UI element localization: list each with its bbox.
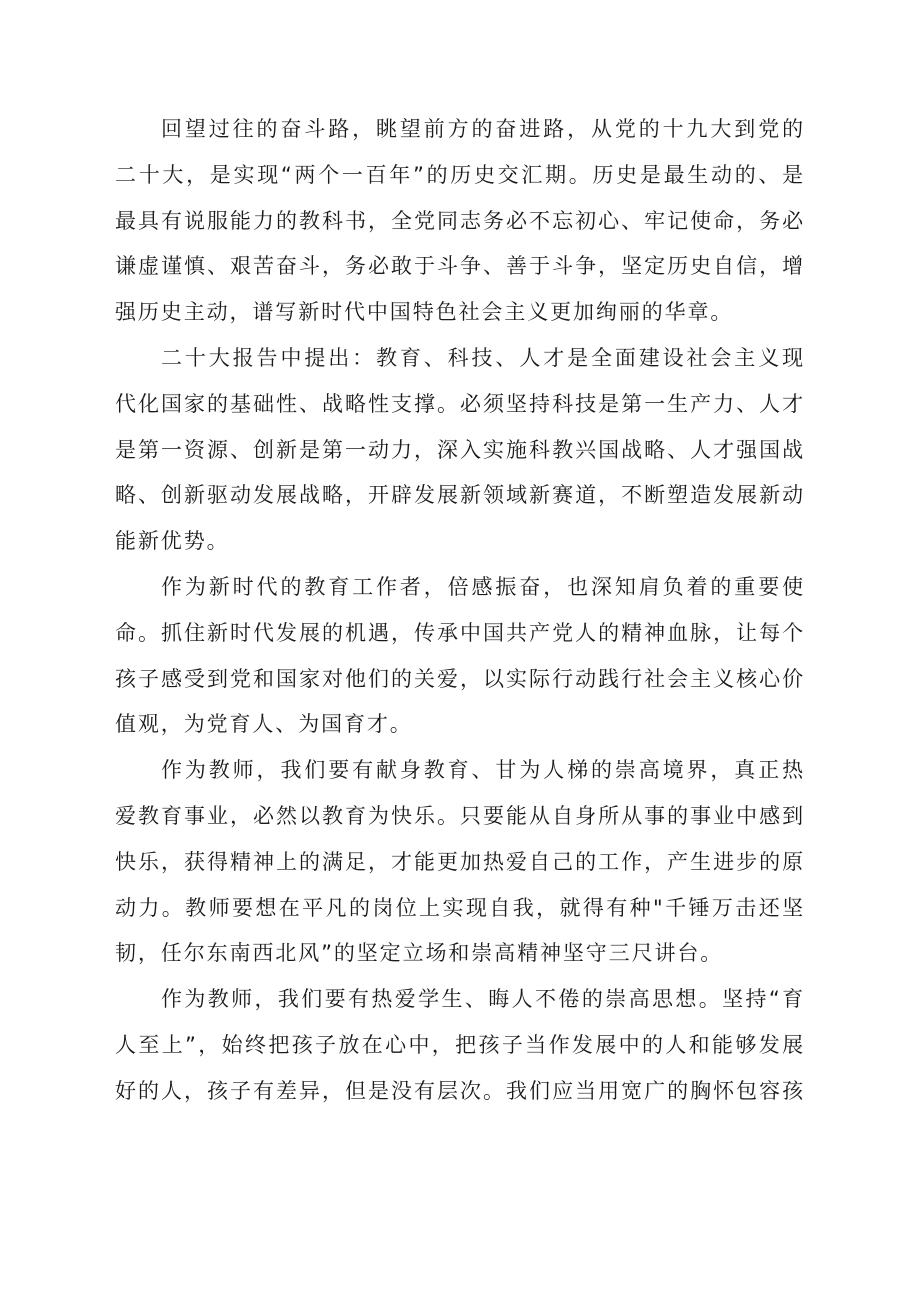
text-line: 能新优势。 [115,529,230,554]
text-line: 快乐，获得精神上的满足，才能更加热爱自己的工作，产生进步的原 [115,849,805,874]
text-line: 孩子感受到党和国家对他们的关爱，以实际行动践行社会主义核心价 [115,666,805,691]
text-line: 作为新时代的教育工作者，倍感振奋，也深知肩负着的重要使 [161,574,805,599]
document-body [115,107,805,1115]
text-line: 韧，任尔东南西北风”的坚定立场和崇高精神坚守三尺讲台。 [115,941,724,966]
text-line: 作为教师，我们要有献身教育、甘为人梯的崇高境界，真正热 [161,758,805,783]
text-line: 谦虚谨慎、艰苦奋斗，务必敢于斗争、善于斗争，坚定历史自信，增 [115,254,805,279]
text-line: 命。抓住新时代发展的机遇，传承中国共产党人的精神血脉，让每个 [115,620,805,645]
text-line: 是第一资源、创新是第一动力，深入实施科教兴国战略、人才强国战 [115,437,805,462]
text-line: 二十大，是实现“两个一百年”的历史交汇期。历史是最生动的、是 [115,162,805,187]
paragraph-1 [115,107,805,336]
paragraph-4 [115,748,805,977]
text-line: 最具有说服能力的教科书，全党同志务必不忘初心、牢记使命，务必 [115,208,805,233]
text-line: 值观，为党育人、为国育才。 [115,712,413,737]
text-line: 动力。教师要想在平凡的岗位上实现自我，就得有种"千锤万击还坚 [115,895,805,920]
text-line: 强历史主动，谱写新时代中国特色社会主义更加绚丽的华章。 [115,300,734,325]
text-line: 作为教师，我们要有热爱学生、晦人不倦的崇高思想。坚持“育 [161,987,805,1012]
paragraph-5 [115,977,805,1114]
text-line: 略、创新驱动发展战略，开辟发展新领域新赛道，不断塑造发展新动 [115,483,805,508]
paragraph-2 [115,336,805,565]
text-line: 回望过往的奋斗路，眺望前方的奋进路，从党的十九大到党的 [161,117,805,141]
text-line: 好的人，孩子有差异，但是没有层次。我们应当用宽广的胸怀包容孩 [115,1078,805,1103]
text-line: 人至上”，始终把孩子放在心中，把孩子当作发展中的人和能够发展 [115,1032,805,1057]
text-line: 二十大报告中提出：教育、科技、人才是全面建设社会主义现 [161,345,805,370]
text-line: 爱教育事业，必然以教育为快乐。只要能从自身所从事的事业中感到 [115,803,805,828]
paragraph-3 [115,565,805,748]
text-line: 代化国家的基础性、战略性支撑。必须坚持科技是第一生产力、人才 [115,391,805,416]
